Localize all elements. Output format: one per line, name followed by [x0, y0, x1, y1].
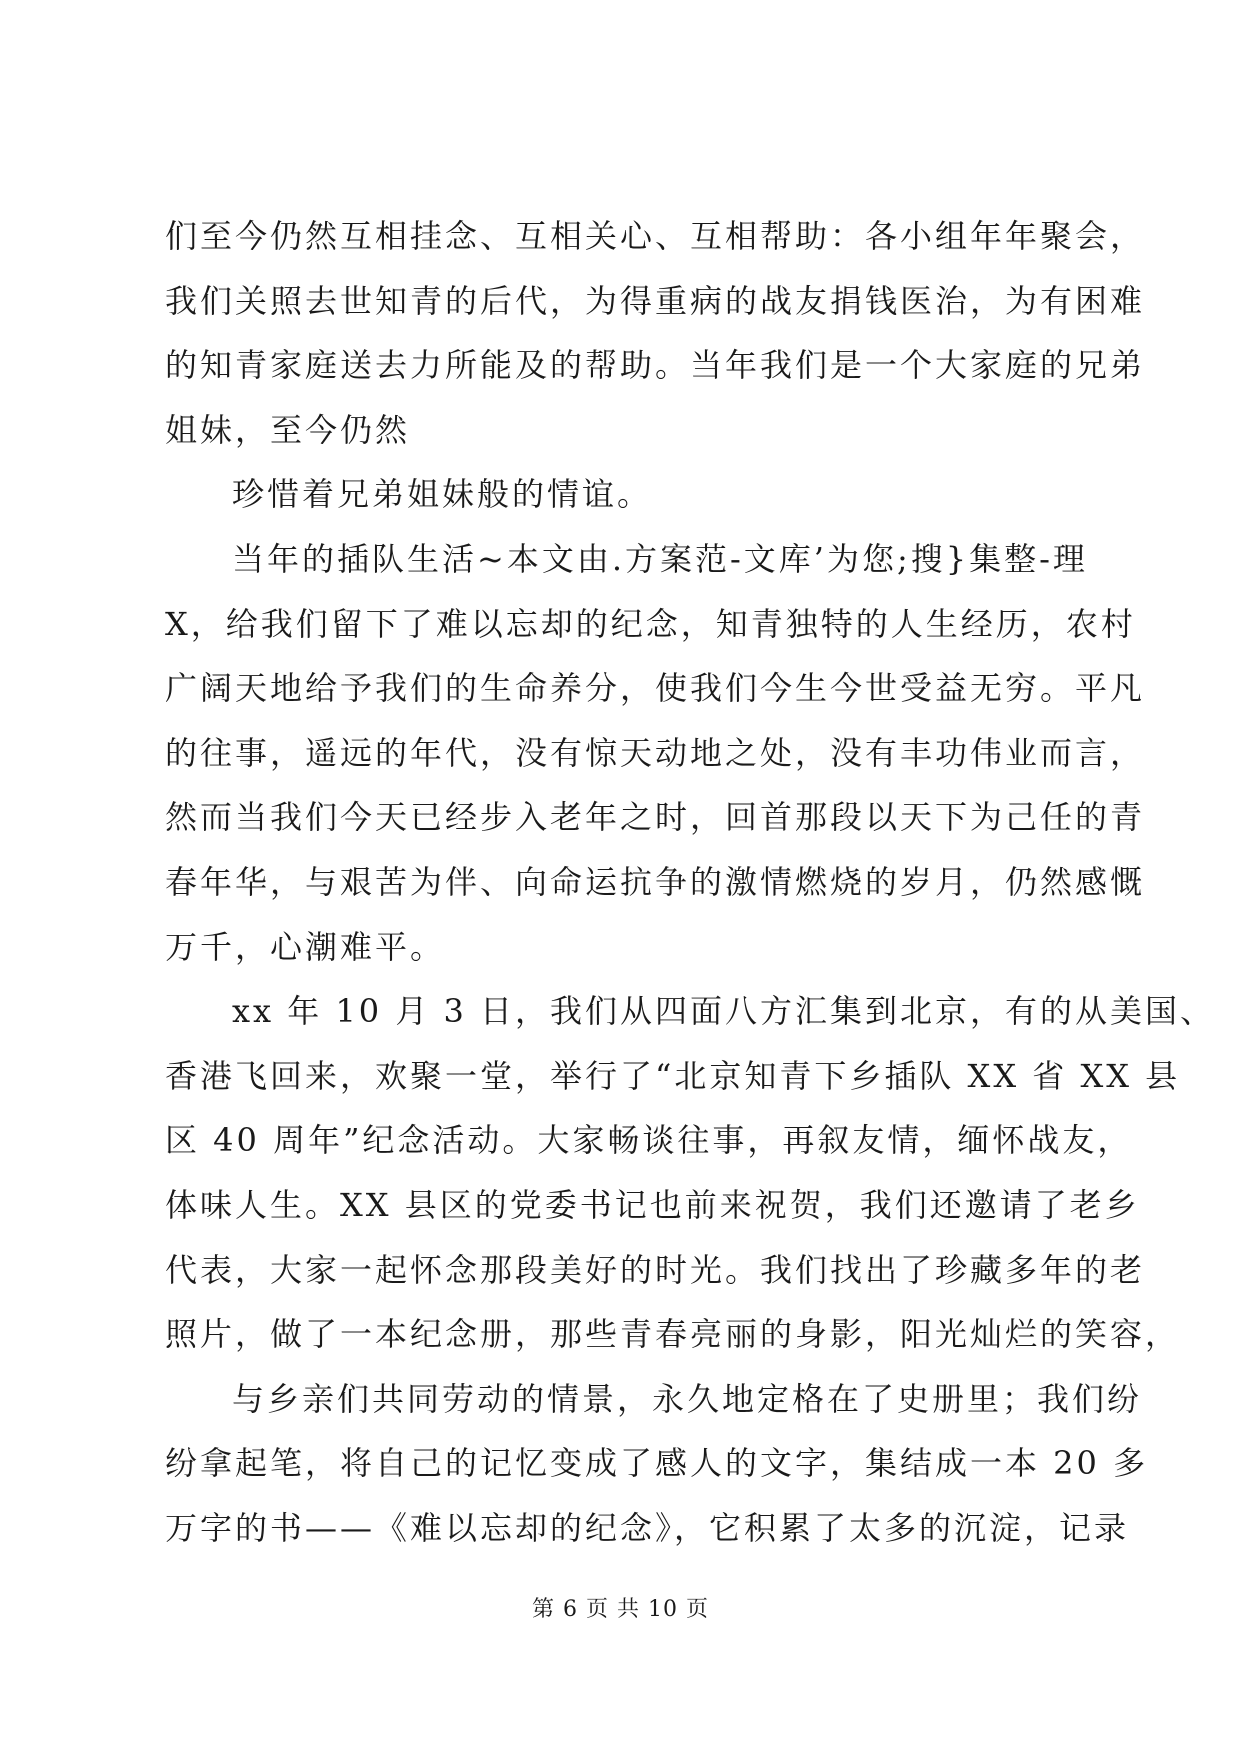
- body-text: [165, 204, 1216, 1560]
- text-line: 广阔天地给予我们的生命养分，使我们今生今世受益无穷。平凡: [165, 669, 1146, 708]
- text-line: 纷拿起笔，将自己的记忆变成了感人的文字，集结成一本 20 多: [165, 1444, 1149, 1483]
- text-line: 香港飞回来，欢聚一堂，举行了“北京知青下乡插队 XX 省 XX 县: [165, 1056, 1181, 1095]
- text-line: 的往事，遥远的年代，没有惊天动地之处，没有丰功伟业而言，: [165, 733, 1146, 772]
- text-line: 的知青家庭送去力所能及的帮助。当年我们是一个大家庭的兄弟: [165, 346, 1146, 385]
- text-line: X，给我们留下了难以忘却的纪念，知青独特的人生经历，农村: [165, 604, 1136, 643]
- text-line: 我们关照去世知青的后代，为得重病的战友捐钱医治，为有困难: [165, 281, 1146, 320]
- text-line: 们至今仍然互相挂念、互相关心、互相帮助：各小组年年聚会，: [165, 217, 1146, 255]
- page-number-footer: 第 6 页 共 10 页: [532, 1597, 709, 1622]
- paragraph-first-line: xx 年 10 月 3 日，我们从四面八方汇集到北京，有的从美国、: [232, 992, 1216, 1031]
- paragraph-first-line: 当年的插队生活~本文由.方案范-文库’为您;搜}集整-理: [232, 539, 1088, 578]
- text-line: 姐妹，至今仍然: [165, 410, 411, 449]
- text-line: 代表，大家一起怀念那段美好的时光。我们找出了珍藏多年的老: [165, 1250, 1146, 1289]
- text-line: 体味人生。XX 县区的党委书记也前来祝贺，我们还邀请了老乡: [165, 1185, 1140, 1224]
- text-line: 万千，心潮难平。: [165, 927, 446, 966]
- paragraph-first-line: 与乡亲们共同劳动的情景，永久地定格在了史册里；我们纷: [232, 1379, 1143, 1418]
- text-line: 万字的书——《难以忘却的纪念》，它积累了太多的沉淀，记录: [165, 1508, 1130, 1547]
- text-line: 区 40 周年”纪念活动。大家畅谈往事，再叙友情，缅怀战友，: [165, 1121, 1133, 1160]
- paragraph-first-line: 珍惜着兄弟姐妹般的情谊。: [232, 475, 653, 514]
- text-line: 然而当我们今天已经步入老年之时，回首那段以天下为己任的青: [165, 798, 1146, 837]
- text-line: 照片，做了一本纪念册，那些青春亮丽的身影，阳光灿烂的笑容，: [165, 1315, 1181, 1354]
- text-line: 春年华，与艰苦为伴、向命运抗争的激情燃烧的岁月，仍然感慨: [165, 862, 1146, 901]
